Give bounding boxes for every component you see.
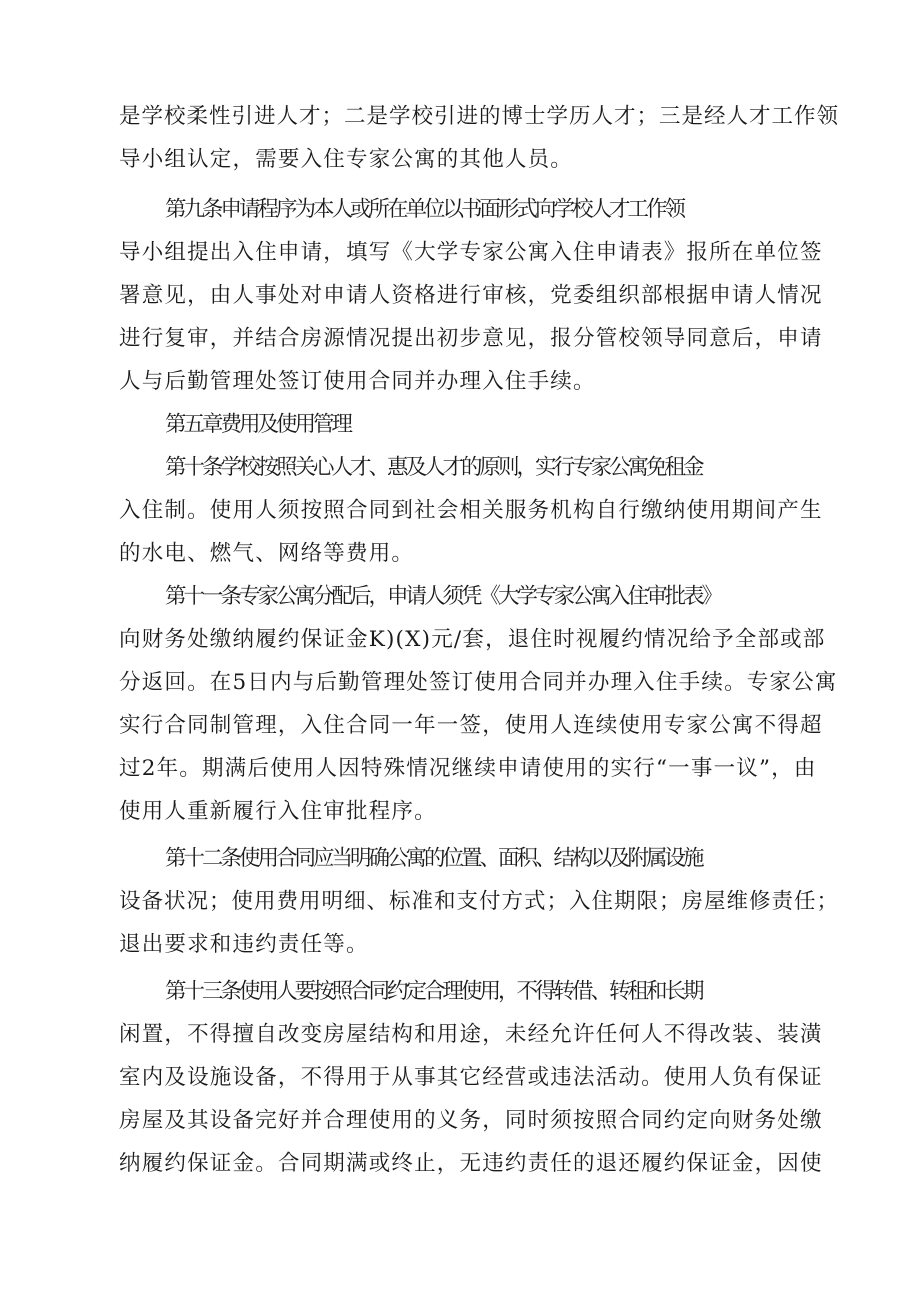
text-line: 向财务处缴纳履约保证金K)(X)元/套，退住时视履约情况给予全部或部 xyxy=(119,627,826,652)
text-line: 的水电、燃气、网络等费用。 xyxy=(119,541,415,566)
text-line: 闲置，不得擅自改变房屋结构和用途，未经允许任何人不得改装、装潢 xyxy=(119,1022,823,1047)
text-line: 设备状况；使用费用明细、标准和支付方式；入住期限；房屋维修责任； xyxy=(119,889,840,914)
text-line: 纳履约保证金。合同期满或终止，无违约责任的退还履约保证金，因使 xyxy=(119,1151,823,1176)
text-line: 导小组认定，需要入住专家公寓的其他人员。 xyxy=(119,147,574,172)
text-line: 房屋及其设备完好并合理使用的义务，同时须按照合同约定向财务处缴 xyxy=(119,1108,823,1133)
text-line: 进行复审，并结合房源情况提出初步意见，报分管校领导同意后，申请 xyxy=(119,326,823,351)
text-line: 人与后勤管理处签订使用合同并办理入住手续。 xyxy=(119,369,596,394)
text-line: 使用人重新履行入住审批程序。 xyxy=(119,799,437,824)
text-line: 退出要求和违约责任等。 xyxy=(119,932,369,957)
paragraph-start-line: 第十一条专家公寓分配后，申请人须凭《大学专家公寓入住审批表》 xyxy=(165,584,721,609)
text-line: 署意见，由人事处对申请人资格进行审核，党委组织部根据申请人情况 xyxy=(119,283,823,308)
text-line: 实行合同制管理，入住合同一年一签，使用人连续使用专家公寓不得超 xyxy=(119,713,823,738)
text-line: 过2年。期满后使用人因特殊情况继续申请使用的实行“一事一议”，由 xyxy=(119,756,817,781)
text-line: 室内及设施设备，不得用于从事其它经营或违法活动。使用人负有保证 xyxy=(119,1065,823,1090)
paragraph-start-line: 第十三条使用人要按照合同约定合理使用，不得转借、转租和长期 xyxy=(165,979,702,1004)
text-line: 入住制。使用人须按照合同到社会相关服务机构自行缴纳使用期间产生 xyxy=(119,498,823,523)
paragraph-start-line: 第十二条使用合同应当明确公寓的位置、面积、结构以及附属设施 xyxy=(165,846,702,871)
text-line: 分返回。在5日内与后勤管理处签订使用合同并办理入住手续。专家公寓 xyxy=(119,670,838,695)
text-line: 是学校柔性引进人才；二是学校引进的博士学历人才；三是经人才工作领 xyxy=(119,104,840,129)
chapter-heading: 第五章费用及使用管理 xyxy=(165,412,351,437)
paragraph-start-line: 第十条学校按照关心人才、惠及人才的原则，实行专家公寓免租金 xyxy=(165,455,702,480)
text-line: 导小组提出入住申请，填写《大学专家公寓入住申请表》报所在单位签 xyxy=(119,240,823,265)
paragraph-start-line: 第九条申请程序为本人或所在单位以书面形式向学校人才工作领 xyxy=(165,197,684,222)
